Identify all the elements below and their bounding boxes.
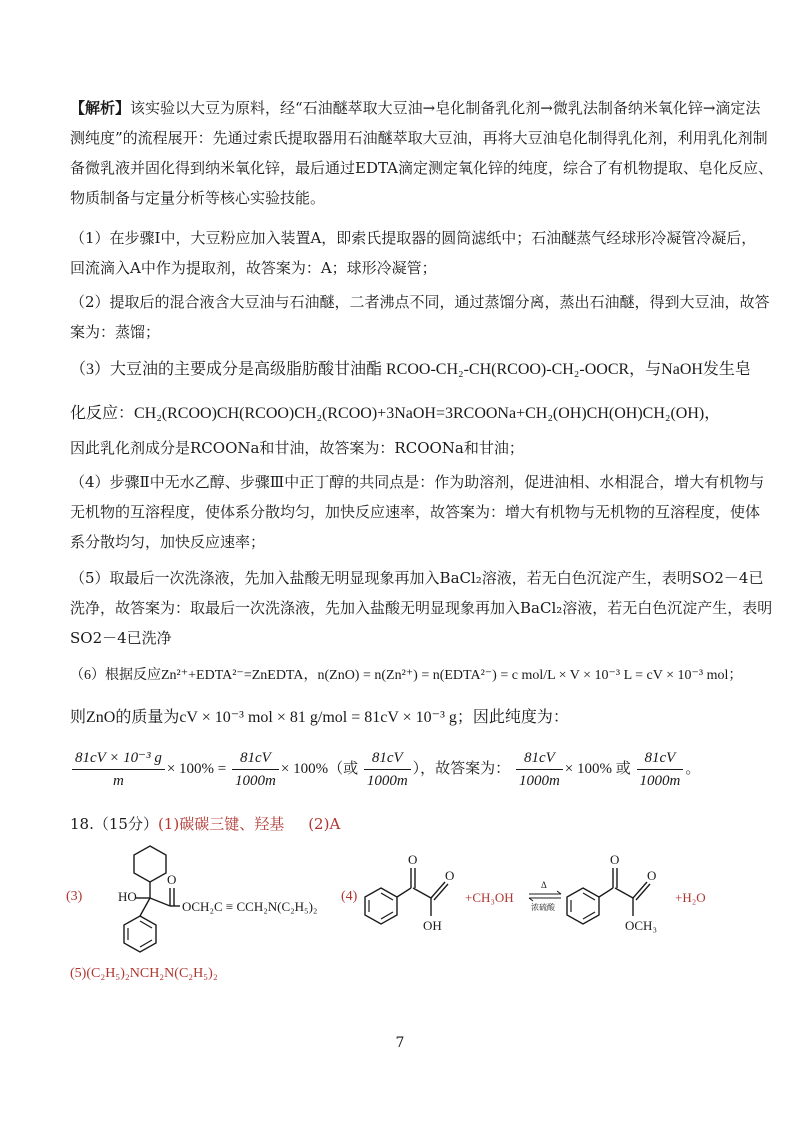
q18-header: 18.（15分） bbox=[70, 815, 158, 833]
q3-line-1: （3）大豆油的主要成分是高级脂肪酸甘油酯 RCOO-CH₂-CH(RCOO)-CH₂-OOCR，与NaOH发生皂 bbox=[70, 361, 751, 378]
q6-line-1: （6）根据反应Zn²⁺+EDTA²⁻=ZnEDTA，n(ZnO) = n(Zn²⁺) = n(EDTA²⁻) = c mol/L × V × 10⁻³ L = cV × 10⁻³ mol； bbox=[70, 668, 743, 683]
q6-line-2: 则ZnO的质量为cV × 10⁻³ mol × 81 g/mol = 81cV × 10⁻³ g；因此纯度为： bbox=[70, 709, 569, 726]
q5-line-3: SO2－4已洗净 bbox=[70, 629, 172, 647]
fraction-1: $\frac{\text{81cV × 10⁻³ g}}{m}$ bbox=[72, 747, 165, 792]
fraction-3: $\frac{81cV}{1000m}$ bbox=[364, 747, 411, 792]
label-4: (4) bbox=[341, 889, 358, 904]
q18-answer-2: (2)A bbox=[308, 815, 341, 833]
q5-line-1: （5）取最后一次洗涤液，先加入盐酸无明显现象再加入BaCl₂溶液，若无白色沉淀产生，表明SO2－4已 bbox=[70, 569, 764, 587]
fraction-4: $\frac{81cV}{1000m}$ bbox=[516, 747, 563, 792]
fraction-5: $\frac{81cV}{1000m}$ bbox=[637, 747, 684, 792]
analysis-intro-line-4: 物质制备与定量分析等核心实验技能。 bbox=[70, 189, 326, 207]
q1-line-2: 回流滴入A中作为提取剂，故答案为：A；球形冷凝管； bbox=[70, 259, 437, 277]
fraction-2: $\frac{81cV}{1000m}$ bbox=[232, 747, 279, 792]
q18-answer-5: (5)(C₂H₅)₂NCH₂N(C₂H₅)₂ bbox=[70, 966, 218, 981]
label-ester-chain: OCH₂C ≡ CCH₂N(C₂H₅)₂ bbox=[182, 899, 318, 914]
q18-header-line bbox=[70, 812, 735, 836]
bond-phenyl bbox=[140, 898, 150, 916]
label-delta: Δ bbox=[541, 880, 547, 890]
label-ketone-o-product: O bbox=[610, 852, 620, 867]
bond-carbonyl bbox=[150, 898, 170, 906]
label-acid-oh: OH bbox=[423, 918, 442, 933]
q3-line-3: 因此乳化剂成分是RCOONa和甘油，故答案为：RCOONa和甘油； bbox=[70, 439, 524, 457]
label-acid-o: O bbox=[445, 868, 455, 883]
q5-line-2: 洗净，故答案为：取最后一次洗涤液，先加入盐酸无明显现象再加入BaCl₂溶液，若无白色沉淀产生，表明 bbox=[70, 599, 773, 617]
q2-line-1: （2）提取后的混合液含大豆油与石油醚，二者沸点不同，通过蒸馏分离，蒸出石油醚，得到大豆油，故答 bbox=[70, 293, 770, 311]
analysis-intro-line-3: 备微乳液并固化得到纳米氧化锌，最后通过EDTA滴定测定氧化锌的纯度，综合了有机物提取、皂化反应、 bbox=[70, 159, 773, 177]
label-ester-o: O bbox=[647, 868, 657, 883]
page-number: 7 bbox=[395, 1035, 405, 1051]
label-o-carbonyl: O bbox=[167, 872, 177, 887]
analysis-intro-line-1: 【解析】该实验以大豆为原料，经“石油醚萃取大豆油→皂化制备乳化剂→微乳法制备纳米氧化锌→滴定法 bbox=[70, 99, 761, 117]
label-plus-water: +H₂O bbox=[675, 890, 706, 905]
analysis-tag: 【解析】 bbox=[70, 99, 131, 117]
label-ketone-o: O bbox=[408, 852, 418, 867]
q18-answer-1: (1)碳碳三键、羟基 bbox=[157, 815, 285, 833]
q6-fraction-line: $\frac{\text{81cV × 10⁻³ g}}{m}$ × 100% = $\frac{81cV}{1000m}$ × 100%（或 $\frac{81cV}{1000m}$ ），故答案为： $\frac{81cV}{1000m}$ × 100% 或 $\frac{81cV}{1000m}$ 。 bbox=[70, 744, 735, 794]
q4-line-2: 无机物的互溶程度，使体系分散均匀，加快反应速率，故答案为：增大有机物与无机物的互溶程度，使体 bbox=[70, 503, 761, 521]
label-plus-methanol: +CH₃OH bbox=[465, 890, 514, 905]
cyclohexane-ring bbox=[134, 846, 166, 882]
structure-4 bbox=[335, 838, 735, 958]
structure-3 bbox=[60, 838, 340, 958]
label-3: (3) bbox=[66, 889, 83, 904]
q4-line-3: 系分散均匀，加快反应速率； bbox=[70, 533, 266, 551]
analysis-intro-line-2: 测纯度”的流程展开：先通过索氏提取器用石油醚萃取大豆油，再将大豆油皂化制得乳化剂，利用乳化剂制 bbox=[70, 129, 768, 147]
label-catalyst: 浓硫酸 bbox=[531, 903, 555, 912]
q3-line-2: 化反应：CH₂(RCOO)CH(RCOO)CH₂(RCOO)+3NaOH=3RCOONa+CH₂(OH)CH(OH)CH₂(OH)， bbox=[70, 405, 721, 422]
label-ho: HO bbox=[118, 889, 137, 904]
label-methoxy: OCH₃ bbox=[625, 918, 657, 933]
q4-line-1: （4）步骤Ⅱ中无水乙醇、步骤Ⅲ中正丁醇的共同点是：作为助溶剂，促进油相、水相混合，增大有机物与 bbox=[70, 473, 765, 491]
q1-line-1: （1）在步骤Ⅰ中，大豆粉应加入装置A，即索氏提取器的圆筒滤纸中；石油醚蒸气经球形冷凝管冷凝后， bbox=[70, 229, 757, 247]
q2-line-2: 案为：蒸馏； bbox=[70, 323, 161, 341]
